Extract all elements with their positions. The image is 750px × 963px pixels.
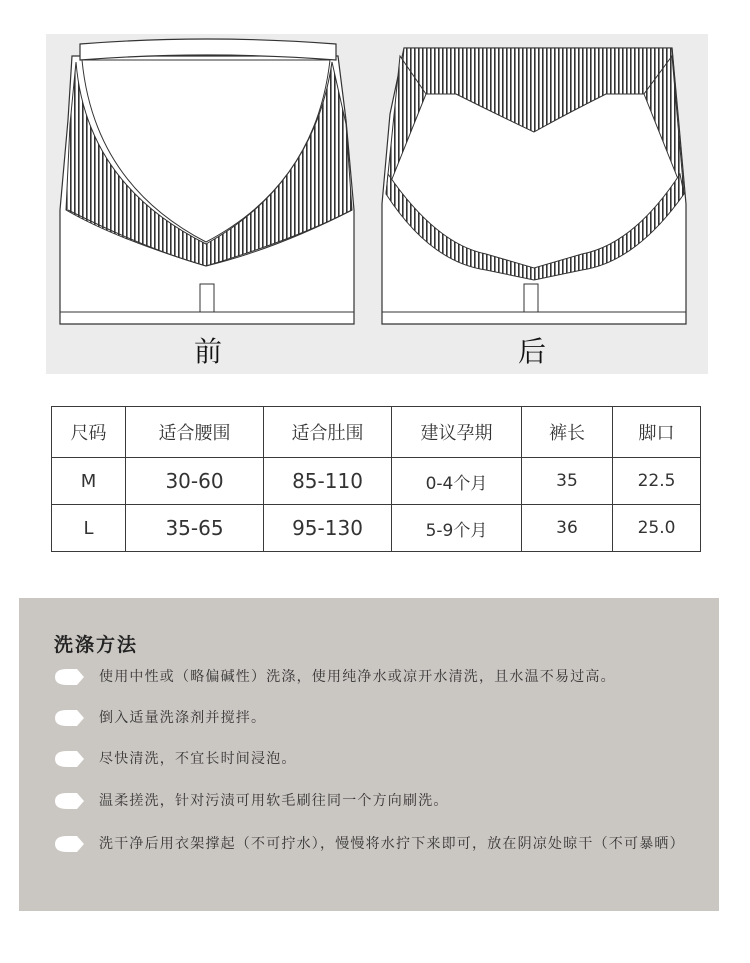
care-item-text: 倒入适量洗涤剂并搅拌。 (99, 710, 267, 726)
table-header-row (52, 407, 701, 458)
cell-size: L (52, 505, 126, 552)
cell-size: M (52, 458, 126, 505)
cell-leg-opening: 22.5 (613, 458, 701, 505)
garment-illustration (46, 34, 708, 374)
bullet-icon (53, 835, 85, 853)
cell-waist: 35-65 (126, 505, 264, 552)
cell-waist: 30-60 (126, 458, 264, 505)
care-item-text: 温柔搓洗，针对污渍可用软毛刷往同一个方向刷洗。 (99, 793, 449, 809)
back-garment (382, 48, 686, 324)
front-label: 前 (194, 335, 223, 368)
garment-diagram (46, 34, 708, 374)
care-item-text: 使用中性或（略偏碱性）洗涤，使用纯净水或凉开水清洗，且水温不易过高。 (99, 669, 616, 685)
header-waist: 适合腰围 (126, 407, 264, 458)
header-pregnancy-stage: 建议孕期 (392, 407, 522, 458)
cell-pregnancy-stage: 0-4个月 (392, 458, 522, 505)
table-row (52, 458, 701, 505)
header-size: 尺码 (52, 407, 126, 458)
washing-instructions-panel (19, 598, 719, 911)
header-belly: 适合肚围 (264, 407, 392, 458)
back-label: 后 (518, 335, 547, 368)
bullet-icon (53, 709, 85, 727)
cell-belly: 85-110 (264, 458, 392, 505)
bullet-icon (53, 792, 85, 810)
cell-belly: 95-130 (264, 505, 392, 552)
care-item-text: 尽快清洗，不宜长时间浸泡。 (99, 751, 297, 767)
bullet-icon (53, 668, 85, 686)
bullet-icon (53, 750, 85, 768)
cell-pregnancy-stage: 5-9个月 (392, 505, 522, 552)
table-row (52, 505, 701, 552)
header-length: 裤长 (522, 407, 613, 458)
cell-length: 35 (522, 458, 613, 505)
header-leg-opening: 脚口 (613, 407, 701, 458)
front-garment (60, 39, 354, 324)
cell-leg-opening: 25.0 (613, 505, 701, 552)
care-title: 洗涤方法 (54, 634, 139, 656)
care-item-text: 洗干净后用衣架撑起（不可拧水），慢慢将水拧下来即可，放在阴凉处晾干（不可暴晒） (99, 836, 685, 852)
cell-length: 36 (522, 505, 613, 552)
size-table (51, 406, 701, 552)
